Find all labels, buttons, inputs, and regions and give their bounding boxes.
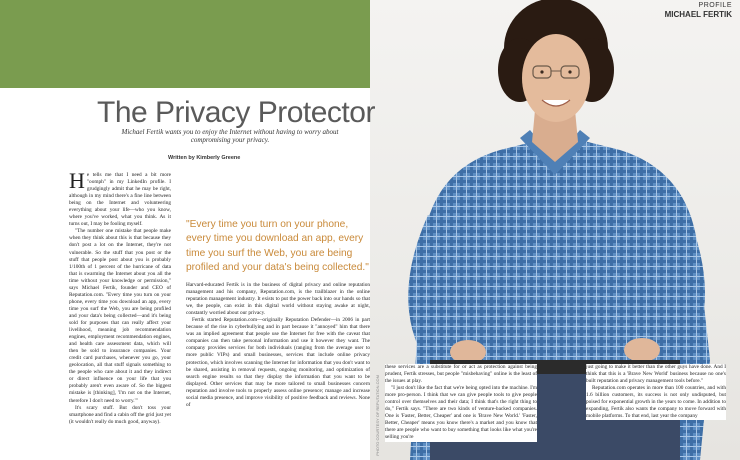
article-column-1 [69,168,171,426]
section-label [665,1,732,19]
article-column-4 [586,364,726,420]
article-column-3 [385,364,537,442]
paragraph: Harvard-educated Fertik is in the business of digital privacy and online reputation management and his company, Reputation.com, is the trailblazer in the online reputation management industry. It exists to put the power back into our hands so that we, the people, can exist in this digital world without staying awake at night, constantly worried about our privacy. [186,282,370,317]
paragraph: Fertik started Reputation.com—originally Reputation Defender—in 2006 in part because of the rise in cyberbullying and in part because it "annoyed" him that there was an implied agreement that people use the Internet for free with the caveat that companies can then take personal information and use it however they want. The company provides services for both individuals (ranging from the average user to more public VIPs) and small businesses, services that include online privacy protection, which involves scanning the Internet for information that you don't want to be shared, assisting in removal requests, ongoing monitoring, and optimization of search engine results so that they display the information that you want to be displayed. Other services that may be more tailored to small businesses concern reputation and involve tools to properly assess online presence; manage and increase social media presence, and improve visibility of positive feedback and reviews. None of [186,317,370,408]
paragraph: Reputation.com operates in more than 100 countries, and with 1.6 billion customers, its success is not only undisputed, but poised for exponential growth in the years to come. In addition to expanding, Fertik also wants the company to move forward with mobile platforms. To that end, last year the company [586,385,726,420]
paragraph: It's scary stuff. But don't toss your smartphone and find a cabin off the grid just yet (it wouldn't really do much good, anyway). [69,404,171,425]
drop-cap: H [69,168,85,193]
paragraph: "The number one mistake that people make when they think about this is that because they don't post a lot on the Internet, they're not vulnerable. So the stuff that you post or the stuff that people post about you is probably 1/100th of 1 percent of the hurricane of data that is swarming the Internet about you all the time without your knowledge or permission," says Michael Fertik, founder and CEO of Reputation.com. "Every time you turn on your phone, every time you download an app, every time you surf the Web, you are being profiled and your data's being collected—and it's being sold for purposes that can really affect your livelihood, meaning job recommendation engines, employment recommendation engines, and health care assessment data, which will then be sold to insurance companies. Your credit card purchases, whenever you go, your geolocation, all that stuff signals something to the people who care about it and they indirect or direct influence on your life that you probably aren't even aware of. So the biggest mistake is [thinking], 'I'm not on the Internet, therefore I don't need to worry.'" [69,228,171,404]
pull-quote: "Every time you turn on your phone, every time you download an app, every time you surf the Web, you are being profiled and your data's being collected." [186,219,369,273]
article-byline: Written by Kimberly Greene [168,155,241,161]
section-subject-name: MICHAEL FERTIK [664,10,732,19]
paragraph: "I just don't like the fact that we're being opted into the machine. I'm more pro-person. I think that we can give people tools to give people control over themselves and their data; I think that's the right thing to do," Fertik says. "There are two kinds of venture-backed companies. One is 'Faster, Better, Cheaper' and one is 'Brave New World.' 'Faster, Better, Cheaper' means you know there's a market and you know that there are people who want to buy something that looks like what you're selling you're [385,385,537,441]
paragraph: just going to make it better than the other guys have done. And I think that this is a 'Brave New World' business because no one's built reputation and privacy management tools before." [586,364,726,385]
article-title: The Privacy Protector [97,96,375,129]
paragraph: these services are a substitute for or act as protection against being prudent, Fertik stresses, but people "misbehaving" online is the least of the issues at play. [385,364,537,385]
header-color-band [0,0,370,88]
article-column-2 [186,282,370,409]
paragraph: e tells me that I need a bit more "oomph" in my LinkedIn profile. I grudgingly admit that he may be right, although in my mind there's a fine line between being on the Internet and volunteering everything about your life—who you know, where you've worked, what you think. As it turns out, I may be fooling myself. [69,172,171,228]
photo-credit: PHOTO COURTESY OF REPUTATION.COM [375,375,380,456]
section-kicker: PROFILE [698,2,732,9]
article-deck: Michael Fertik wants you to enjoy the Internet without having to worry about compromising your privacy. [121,128,339,144]
